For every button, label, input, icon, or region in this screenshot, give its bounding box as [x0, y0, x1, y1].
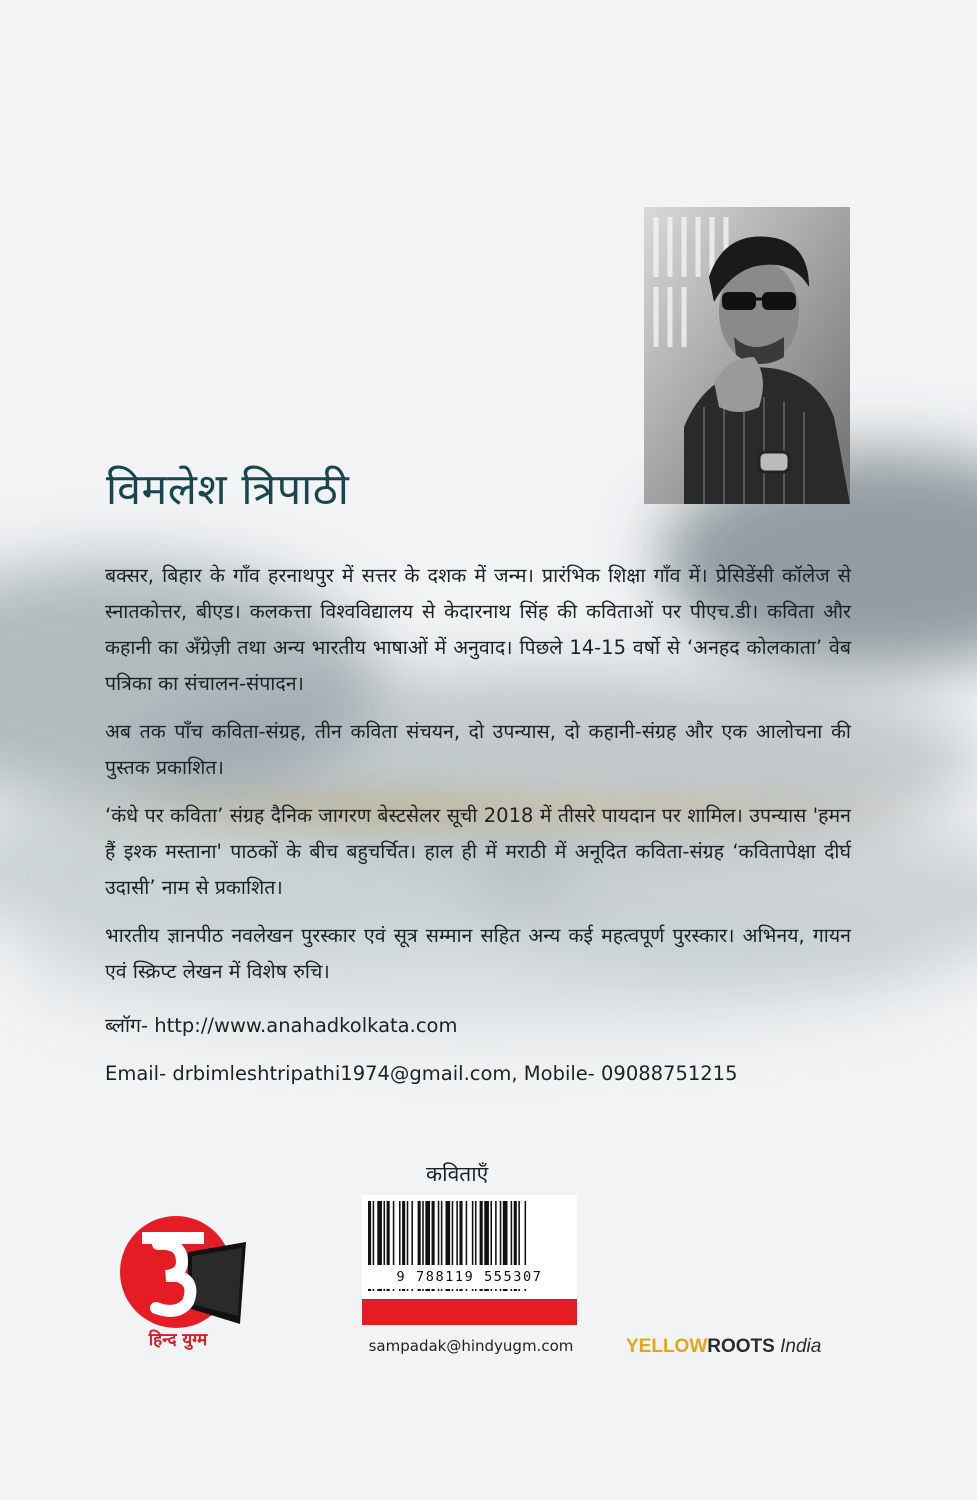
isbn-barcode — [362, 1195, 577, 1325]
bio-paragraph: ‘कंधे पर कविता’ संग्रह दैनिक जागरण बेस्टसेलर सूची 2018 में तीसरे पायदान पर शामिल। उपन्यास 'हमन हैं इश्क मस्ताना' पाठकों के बीच बहुचर्चित। हाल ही में मराठी में अनूदित कविता-संग्रह ‘कवितापेक्षा दीर्घ उदासी’ नाम से प्रकाशित। — [105, 804, 851, 899]
publisher-email[interactable]: sampadak@hindyugm.com — [368, 1337, 574, 1355]
genre-label: कविताएँ — [426, 1162, 489, 1186]
hind-yugm-logo-icon — [118, 1212, 248, 1332]
blog-link[interactable]: ब्लॉग- http://www.anahadkolkata.com — [105, 1014, 458, 1037]
email-line[interactable]: Email- drbimleshtripathi1974@gmail.com, Mobile- 09088751215 — [105, 1062, 738, 1085]
imprint-roots: ROOTS — [707, 1336, 775, 1357]
author-photo — [644, 207, 850, 504]
barcode-number: 9 788119 555307 — [362, 1265, 577, 1289]
imprint-india: India — [774, 1336, 822, 1357]
bio-paragraph: बक्सर, बिहार के गाँव हरनाथपुर में सत्तर के दशक में जन्म। प्रारंभिक शिक्षा गाँव में। प्रेसिडेंसी कॉलेज से स्नातकोत्तर, बीएड। कलकत्ता विश्वविद्यालय से केदारनाथ सिंह की कविताओं पर पीएच.डी। कविता और कहानी का अँग्रेज़ी तथा अन्य भारतीय भाषाओं में अनुवाद। पिछले 14-15 वर्षो से ‘अनहद कोलकाता’ वेब पत्रिका का संचालन-संपादन। — [105, 564, 851, 695]
author-name: विमलेश त्रिपाठी — [106, 465, 350, 515]
imprint-logo — [626, 1336, 821, 1358]
price-strip — [362, 1299, 577, 1325]
publisher-logo-text: हिन्द युग्म — [148, 1330, 208, 1350]
bio-paragraph: भारतीय ज्ञानपीठ नवलेखन पुरस्कार एवं सूत्र सम्मान सहित अन्य कई महत्वपूर्ण पुरस्कार। अभिनय, गायन एवं स्क्रिप्ट लेखन में विशेष रुचि। — [105, 924, 851, 983]
bio-paragraph: अब तक पाँच कविता-संग्रह, तीन कविता संचयन, दो उपन्यास, दो कहानी-संग्रह और एक आलोचना की पुस्तक प्रकाशित। — [105, 720, 851, 779]
author-bio — [105, 558, 851, 1002]
author-portrait-icon — [644, 207, 850, 504]
imprint-yellow: YELLOW — [626, 1336, 708, 1357]
